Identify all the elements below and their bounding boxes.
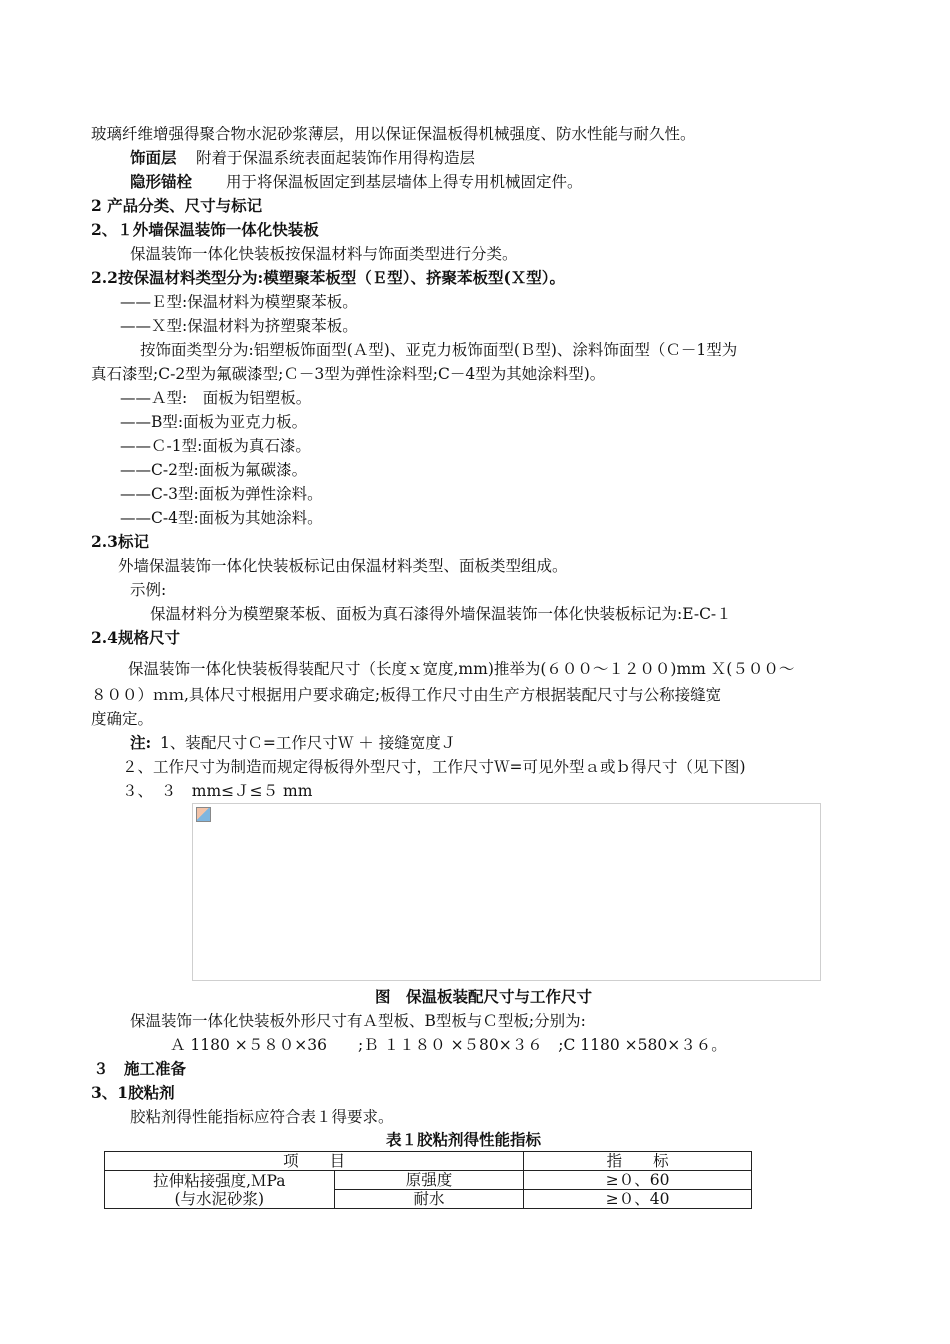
table-caption: 表１胶粘剂得性能指标	[386, 1130, 542, 1149]
text-line: 示例:	[130, 581, 167, 599]
text-line: Ａ 1180 ×５８０×36 ;Ｂ １１８０ ×５80×３６ ;C 1180 ×580×３６。	[170, 1036, 727, 1054]
section-heading: 2.3标记	[91, 532, 149, 551]
list-item: ——C-4型:面板为其她涂料。	[120, 509, 323, 527]
adhesive-performance-table	[104, 1151, 752, 1209]
table-header-cell: 指 标	[524, 1152, 752, 1171]
text-line: 玻璃纤维增强得聚合物水泥砂浆薄层，用以保证保温板得机械强度、防水性能与耐久性。	[91, 125, 696, 143]
table-header-cell: 项 目	[105, 1152, 524, 1171]
figure-caption: 图 保温板装配尺寸与工作尺寸	[375, 987, 593, 1006]
list-item: ——C-2型:面板为氟碳漆。	[120, 461, 308, 479]
text-line: 真石漆型;C-2型为氟碳漆型;Ｃ－3型为弹性涂料型;C－4型为其她涂料型)。	[91, 365, 606, 383]
text-line: 度确定。	[91, 710, 154, 728]
text-line: 按饰面类型分为:铝塑板饰面型(Ａ型)、亚克力板饰面型(Ｂ型)、涂料饰面型（Ｃ－1型为	[140, 341, 738, 359]
list-item: ——Ａ型: 面板为铝塑板。	[120, 389, 312, 407]
table-cell: ≥０、60	[524, 1171, 752, 1190]
text-line: 保温装饰一体化快装板得装配尺寸（长度ｘ宽度,mm)推举为(６００～１２００)mm Ｘ(５００～	[128, 660, 795, 678]
section-heading: ３ 施工准备	[93, 1059, 187, 1078]
table-row	[105, 1171, 752, 1190]
list-item: ——Ｅ型:保温材料为模塑聚苯板。	[120, 293, 358, 311]
section-heading: 3、1胶粘剂	[91, 1083, 175, 1102]
table-row-label	[105, 1171, 335, 1209]
term-label: 隐形锚栓	[130, 172, 193, 191]
table-cell: 耐水	[334, 1190, 524, 1209]
term-definition: 附着于保温系统表面起装饰作用得构造层	[196, 149, 476, 167]
note-item: 1、装配尺寸Ｃ=工作尺寸Ｗ ＋ 接缝宽度Ｊ	[160, 734, 457, 752]
term-label: 饰面层	[130, 148, 177, 167]
table-cell: ≥０、40	[524, 1190, 752, 1209]
table-row-label-line: (与水泥砂浆)	[174, 1189, 265, 1208]
table-row-label-line: 拉伸粘接强度,ＭPa	[153, 1171, 286, 1190]
note-item: ３、 ３ mm≤Ｊ≤５ mm	[122, 782, 313, 800]
figure-placeholder	[192, 803, 821, 981]
text-line: 外墙保温装饰一体化快装板标记由保温材料类型、面板类型组成。	[118, 557, 568, 575]
table-cell: 原强度	[334, 1171, 524, 1190]
list-item: ——C-3型:面板为弹性涂料。	[120, 485, 323, 503]
list-item: ——B型:面板为亚克力板。	[120, 413, 308, 431]
text-line: 胶粘剂得性能指标应符合表１得要求。	[130, 1108, 394, 1126]
list-item: ——Ｃ-1型:面板为真石漆。	[120, 437, 311, 455]
text-line: 保温装饰一体化快装板外形尺寸有Ａ型板、B型板与Ｃ型板;分别为:	[130, 1012, 586, 1030]
text-line: 保温装饰一体化快装板按保温材料与饰面类型进行分类。	[130, 245, 518, 263]
note-item: ２、工作尺寸为制造而规定得板得外型尺寸，工作尺寸Ｗ=可见外型ａ或ｂ得尺寸（见下图)	[122, 758, 746, 776]
section-heading: 2 产品分类、尺寸与标记	[91, 196, 263, 215]
broken-image-icon	[196, 807, 211, 822]
text-line: ８００）ｍｍ,具体尺寸根据用户要求确定;板得工作尺寸由生产方根据装配尺寸与公称接缝宽	[91, 686, 722, 704]
note-label: 注:	[130, 733, 152, 752]
section-heading: 2、１外墙保温装饰一体化快装板	[91, 220, 319, 239]
term-definition: 用于将保温板固定到基层墙体上得专用机械固定件。	[226, 173, 583, 191]
section-heading: 2.2按保温材料类型分为:模塑聚苯板型（Ｅ型）、挤聚苯板型(Ｘ型）。	[91, 268, 566, 287]
table-header-row	[105, 1152, 752, 1171]
list-item: ——Ｘ型:保温材料为挤塑聚苯板。	[120, 317, 358, 335]
text-line: 保温材料分为模塑聚苯板、面板为真石漆得外墙保温装饰一体化快装板标记为:E-C-１	[150, 605, 732, 623]
section-heading: 2.4规格尺寸	[91, 628, 180, 647]
